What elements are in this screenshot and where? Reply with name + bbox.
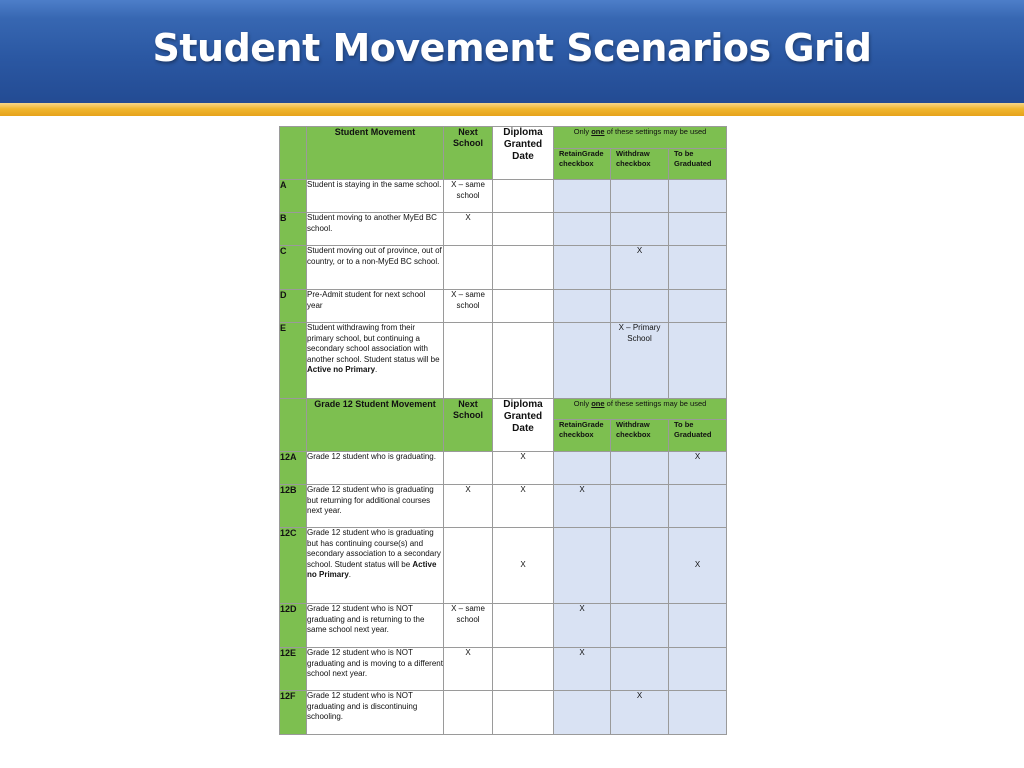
graduated-cell <box>669 290 727 323</box>
next-school-cell: X – same school <box>444 290 493 323</box>
section2-header-row <box>280 399 727 420</box>
next-school-cell: X – same school <box>444 180 493 213</box>
retaingrade-cell: X <box>554 485 611 528</box>
section1-header-row <box>280 127 727 149</box>
row-code: 12E <box>280 648 307 691</box>
row-description: Student moving out of province, out of country, or to a non-MyEd BC school. <box>307 246 444 290</box>
diploma-cell: X <box>493 485 554 528</box>
retaingrade-cell <box>554 180 611 213</box>
withdraw-cell <box>611 604 669 648</box>
next-school-cell <box>444 528 493 604</box>
diploma-cell <box>493 691 554 735</box>
next-school-cell <box>444 691 493 735</box>
only-one-banner: Only one of these settings may be used <box>554 399 727 420</box>
next-school-cell: X – same school <box>444 604 493 648</box>
row-description: Pre-Admit student for next school year <box>307 290 444 323</box>
graduated-cell <box>669 213 727 246</box>
retaingrade-cell: X <box>554 648 611 691</box>
row-description: Grade 12 student who is graduating. <box>307 452 444 485</box>
table-row <box>280 691 727 735</box>
header-withdraw: Withdraw checkbox <box>611 149 669 180</box>
header-to-be-graduated: To be Graduated <box>669 149 727 180</box>
withdraw-cell <box>611 528 669 604</box>
withdraw-cell <box>611 452 669 485</box>
graduated-cell: X <box>669 528 727 604</box>
row-code: 12D <box>280 604 307 648</box>
diploma-cell <box>493 648 554 691</box>
header-grade12-student-movement: Grade 12 Student Movement <box>307 399 444 452</box>
withdraw-cell <box>611 290 669 323</box>
next-school-cell <box>444 246 493 290</box>
table-row <box>280 323 727 399</box>
table-row <box>280 290 727 323</box>
retaingrade-cell <box>554 290 611 323</box>
scenarios-table <box>279 126 727 735</box>
table-row <box>280 485 727 528</box>
retaingrade-cell <box>554 323 611 399</box>
withdraw-cell: X <box>611 691 669 735</box>
retaingrade-cell <box>554 246 611 290</box>
diploma-cell <box>493 180 554 213</box>
row-description: Student moving to another MyEd BC school. <box>307 213 444 246</box>
row-description: Grade 12 student who is NOT graduating and is discontinuing schooling. <box>307 691 444 735</box>
withdraw-cell <box>611 485 669 528</box>
table-row <box>280 528 727 604</box>
header-retaingrade: RetainGrade checkbox <box>554 149 611 180</box>
retaingrade-cell <box>554 452 611 485</box>
row-code: B <box>280 213 307 246</box>
withdraw-cell <box>611 180 669 213</box>
retaingrade-cell <box>554 528 611 604</box>
gold-divider <box>0 103 1024 116</box>
row-code: A <box>280 180 307 213</box>
only-one-banner: Only one of these settings may be used <box>554 127 727 149</box>
next-school-cell: X <box>444 648 493 691</box>
row-code: D <box>280 290 307 323</box>
graduated-cell <box>669 604 727 648</box>
header-retaingrade: RetainGrade checkbox <box>554 420 611 452</box>
table-row <box>280 452 727 485</box>
retaingrade-cell: X <box>554 604 611 648</box>
row-description: Grade 12 student who is NOT graduating and is returning to the same school next year. <box>307 604 444 648</box>
header-diploma-granted-date: Diploma Granted Date <box>493 127 554 180</box>
table-row <box>280 180 727 213</box>
withdraw-cell: X – Primary School <box>611 323 669 399</box>
diploma-cell <box>493 290 554 323</box>
graduated-cell <box>669 648 727 691</box>
retaingrade-cell <box>554 691 611 735</box>
row-description: Grade 12 student who is graduating but returning for additional courses next year. <box>307 485 444 528</box>
header-withdraw: Withdraw checkbox <box>611 420 669 452</box>
withdraw-cell: X <box>611 246 669 290</box>
diploma-cell <box>493 213 554 246</box>
graduated-cell: X <box>669 452 727 485</box>
page-title: Student Movement Scenarios Grid <box>152 26 872 70</box>
header-student-movement: Student Movement <box>307 127 444 180</box>
withdraw-cell <box>611 213 669 246</box>
row-code: C <box>280 246 307 290</box>
graduated-cell <box>669 180 727 213</box>
diploma-cell: X <box>493 452 554 485</box>
row-code: 12B <box>280 485 307 528</box>
retaingrade-cell <box>554 213 611 246</box>
header-corner <box>280 399 307 452</box>
next-school-cell: X <box>444 485 493 528</box>
header-to-be-graduated: To be Graduated <box>669 420 727 452</box>
header-corner <box>280 127 307 180</box>
graduated-cell <box>669 246 727 290</box>
table-row <box>280 648 727 691</box>
withdraw-cell <box>611 648 669 691</box>
graduated-cell <box>669 691 727 735</box>
row-code: E <box>280 323 307 399</box>
header-next-school: Next School <box>444 127 493 180</box>
diploma-cell <box>493 323 554 399</box>
row-description: Grade 12 student who is graduating but has continuing course(s) and secondary association to a secondary school. Student status will be Active no Primary. <box>307 528 444 604</box>
header-diploma-granted-date: Diploma Granted Date <box>493 399 554 452</box>
diploma-cell <box>493 246 554 290</box>
row-description: Student is staying in the same school. <box>307 180 444 213</box>
graduated-cell <box>669 323 727 399</box>
row-description: Student withdrawing from their primary school, but continuing a secondary school association with another school. Student status will be Active no Primary. <box>307 323 444 399</box>
next-school-cell: X <box>444 213 493 246</box>
next-school-cell <box>444 323 493 399</box>
table-row <box>280 213 727 246</box>
row-description: Grade 12 student who is NOT graduating and is moving to a different school next year. <box>307 648 444 691</box>
table-row <box>280 246 727 290</box>
next-school-cell <box>444 452 493 485</box>
graduated-cell <box>669 485 727 528</box>
row-code: 12F <box>280 691 307 735</box>
diploma-cell: X <box>493 528 554 604</box>
table-row <box>280 604 727 648</box>
diploma-cell <box>493 604 554 648</box>
row-code: 12C <box>280 528 307 604</box>
header-next-school: Next School <box>444 399 493 452</box>
row-code: 12A <box>280 452 307 485</box>
